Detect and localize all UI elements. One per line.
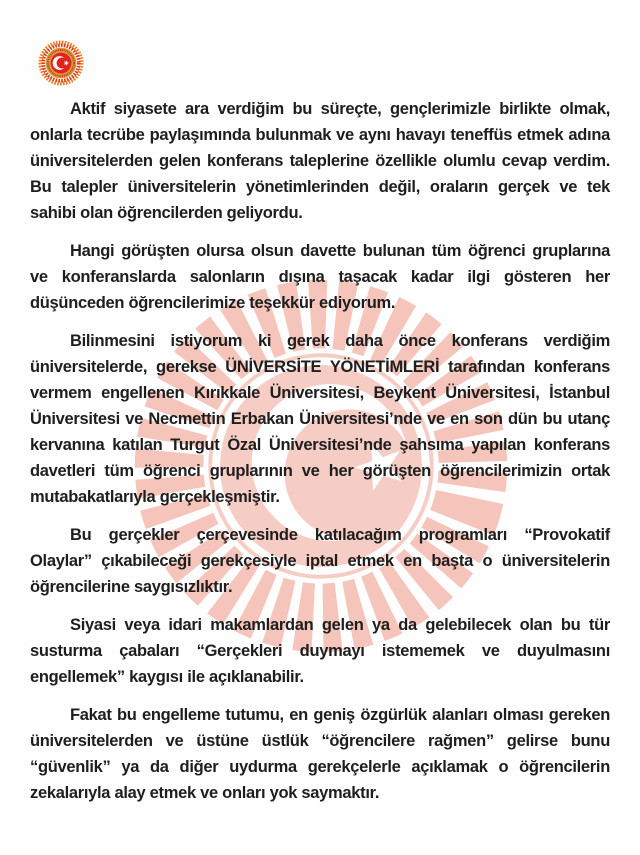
tbmm-emblem-icon <box>38 40 84 86</box>
paragraph-6: Fakat bu engelleme tutumu, en geniş özgürlük alanları olması gereken üniversitelerden ve üstüne üstlük “öğrencilere rağmen” gelirse bunu “güvenlik” ya da diğer uydurma gerekçelerle açıklamak o öğrencilerin zekalarıyla alay etmek ve onları yok saymaktır. <box>30 706 610 802</box>
paragraph-5: Siyasi veya idari makamlardan gelen ya da gelebilecek olan bu tür susturma çabaları “Gerçekleri duymayı istememek ve duyulmasını engellemek” kaygısı ile açıklanabilir. <box>30 616 610 686</box>
paragraph-1: Aktif siyasete ara verdiğim bu süreçte, gençlerimizle birlikte olmak, onlarla tecrübe paylaşımında bulunmak ve aynı havayı teneffüs etmek adına üniversitelerden gelen konferans taleplerine özellikle olumlu cevap verdim. Bu talepler üniversitelerin yönetimlerinden değil, oraların gerçek ve tek sahibi olan öğrencilerden geliyordu. <box>30 100 610 222</box>
paragraph-4: Bu gerçekler çerçevesinde katılacağım programları “Provokatif Olaylar” çıkabileceği gerekçesiyle iptal etmek en başta o üniversitelerin öğrencilerine saygısızlıktır. <box>30 526 610 596</box>
paragraph-2: Hangi görüşten olursa olsun davette bulunan tüm öğrenci gruplarına ve konferanslarda salonların dışına taşacak kadar ilgi gösteren her düşünceden öğrencilerimize teşekkür ediyorum. <box>30 242 610 312</box>
paragraph-3: Bilinmesini istiyorum ki gerek daha önce konferans verdiğim üniversitelerde, gerekse ÜNİVERSİTE YÖNETİMLERİ tarafından konferans vermem engellenen Kırıkkale Üniversitesi, Beykent Üniversitesi, İstanbul Üniversitesi ve Necmettin Erbakan Üniversitesi’nde ve en son dün bu utanç kervanına katılan Turgut Özal Üniversitesi’nde şahsıma yapılan konferans davetleri tüm öğrenci gruplarının ve her görüşten öğrencilerimizin ortak mutabakatlarıyla gerçekleşmiştir. <box>30 332 610 506</box>
statement-body <box>30 96 610 818</box>
